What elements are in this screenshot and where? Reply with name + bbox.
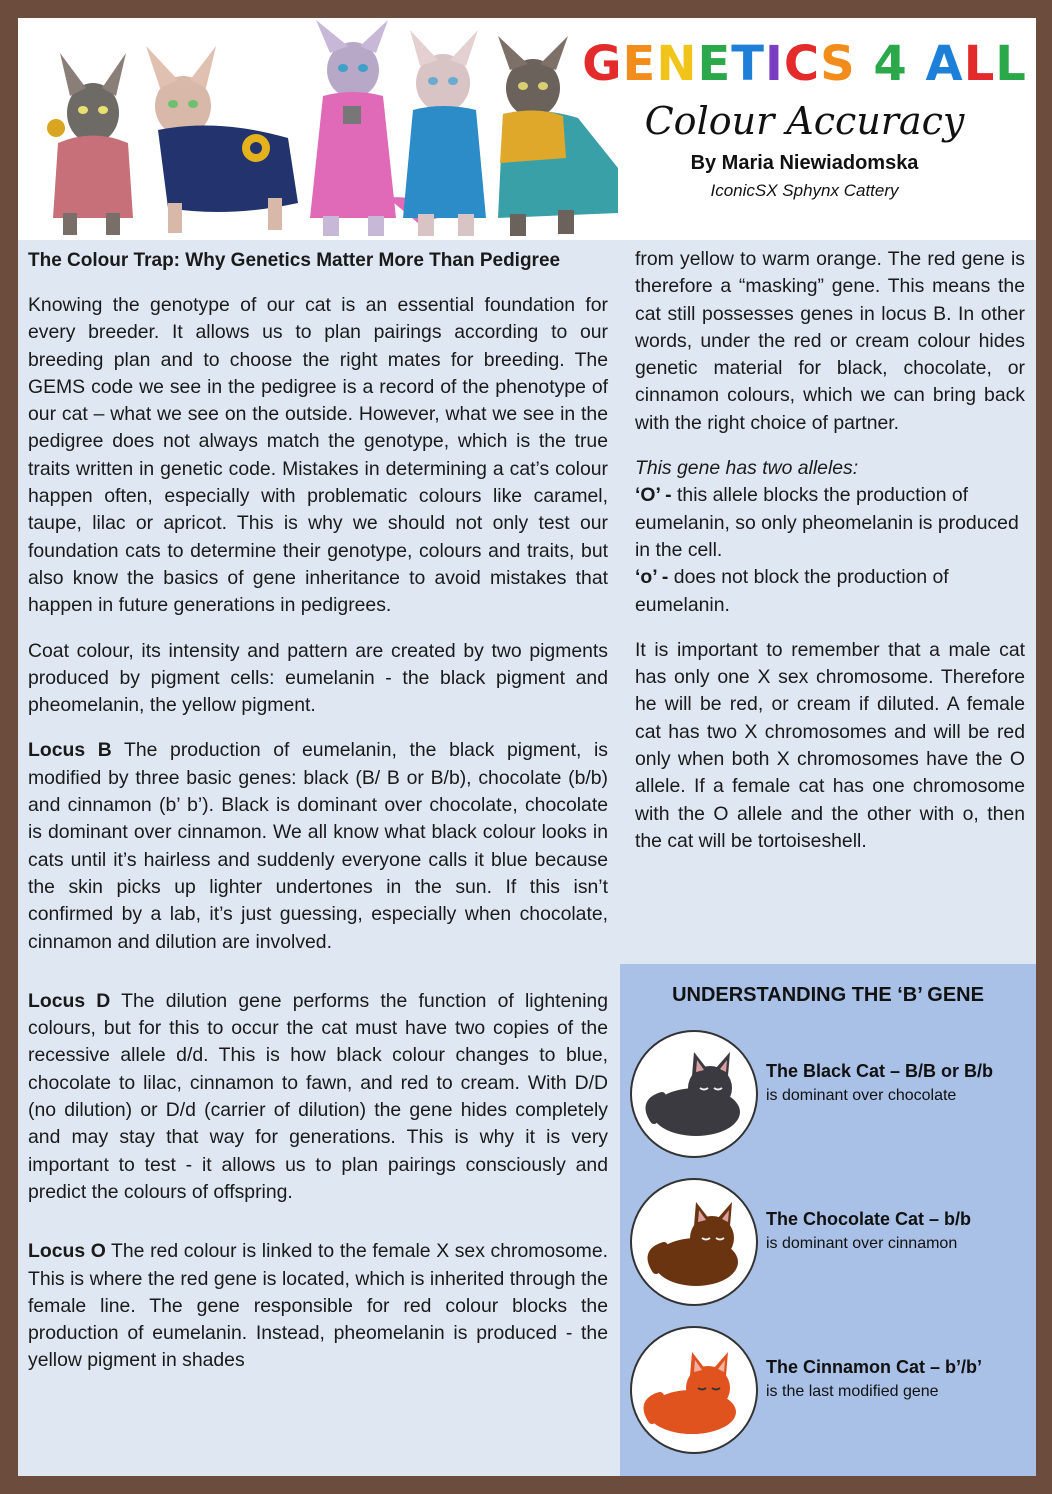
locus-d-label: Locus D — [28, 989, 111, 1012]
paragraph-locus-b — [28, 737, 608, 955]
black-cat-row — [630, 1030, 1030, 1160]
article-heading: The Colour Trap: Why Genetics Matter More Than Pedigree — [28, 250, 561, 271]
page-frame — [18, 18, 1036, 1476]
allele-small-o-text: does not block the production of eumelanin. — [635, 566, 949, 616]
b-gene-panel — [620, 964, 1036, 1476]
allele-big-o-text: this allele blocks the production of eumelanin, so only pheomelanin is produced in the cell. — [635, 484, 1019, 561]
genetics-4-all-logo — [573, 34, 1036, 94]
chocolate-cat-desc: is dominant over cinnamon — [766, 1235, 958, 1252]
chocolate-cat-title: The Chocolate Cat – b/b — [766, 1209, 972, 1229]
logo-letter: C — [783, 36, 821, 92]
logo-letter: G — [582, 36, 623, 92]
logo-letter: T — [731, 36, 766, 92]
logo-letter: 4 — [873, 36, 908, 92]
cinnamon-cat-desc: is the last modified gene — [766, 1383, 939, 1400]
cinnamon-cat-title: The Cinnamon Cat – b’/b’ — [766, 1357, 983, 1377]
paragraph-pigments: Coat colour, its intensity and pattern are created by two pigments produced by pigment cells: eumelanin - the black pigment and pheomelanin, the yellow pigment. — [28, 639, 608, 717]
paragraph-sex-linkage: It is important to remember that a male cat has only one X sex chromosome. Therefore he will be red, or cream if diluted. A female cat has two X chromosomes and will be red only when both X chromosomes have the O allele. If a female cat has one chromosome with the O allele and the other with o, then the cat will be tortoiseshell. — [635, 638, 1025, 852]
black-cat-title: The Black Cat – B/B or B/b — [766, 1061, 994, 1081]
chocolate-cat-icon — [630, 1178, 758, 1306]
b-gene-title: UNDERSTANDING THE ‘B’ GENE — [672, 984, 984, 1006]
sphynx-cats-photo — [18, 18, 628, 240]
paragraph-red-masking: from yellow to warm orange. The red gene is therefore a “masking” gene. This means the cat still possesses genes in locus B. In other words, under the red or cream colour hides genetic material for black, chocolate, or cinnamon colours, which we can bring back with the right choice of partner. — [635, 248, 1025, 434]
subtitle: Colour Accuracy — [644, 99, 965, 143]
header — [18, 18, 1036, 240]
cinnamon-cat-text — [766, 1354, 982, 1404]
logo-letter — [856, 34, 874, 94]
black-cat-text — [766, 1058, 993, 1108]
allele-small-o-label: ‘o’ - — [635, 566, 669, 589]
alleles-intro: This gene has two alleles: — [635, 457, 859, 480]
title-block — [573, 26, 1036, 201]
paragraph-alleles — [635, 455, 1025, 619]
logo-letter: E — [697, 36, 732, 92]
logo-letter — [908, 34, 926, 94]
cinnamon-cat-row — [630, 1326, 1030, 1456]
black-cat-desc: is dominant over chocolate — [766, 1087, 957, 1104]
paragraph-locus-d — [28, 988, 608, 1206]
logo-letter: S — [820, 36, 856, 92]
black-cat-icon — [630, 1030, 758, 1158]
paragraph-locus-o — [28, 1238, 608, 1374]
chocolate-cat-row — [630, 1178, 1030, 1308]
logo-letter: E — [622, 36, 657, 92]
logo-letter: A — [925, 36, 964, 92]
cinnamon-cat-icon — [630, 1326, 758, 1454]
logo-letter: L — [963, 36, 996, 92]
locus-o-text: The red colour is linked to the female X sex chromosome. This is where the red gene is located, which is inherited through the female line. The gene responsible for red colour blocks the production of eumelanin. Instead, pheomelanin is produced - the yellow pigment in shades — [28, 1240, 608, 1372]
locus-o-label: Locus O — [28, 1240, 106, 1263]
left-column — [28, 248, 608, 1393]
paragraph-intro: Knowing the genotype of our cat is an essential foundation for every breeder. It allows us to plan pairings according to our breeding plan and to choose the right mates for breeding. The GEMS code we see in the pedigree is a record of the phenotype of our cat – what we see on the outside. However, what we see in the pedigree does not always match the genotype, which is the true traits written in genetic code. Mistakes in determining a cat’s colour happen often, especially with problematic colours like caramel, taupe, lilac or apricot. This is why we should not only test our foundation cats to determine their genotype, colours and traits, but also know the basics of gene inheritance to avoid mistakes that happen in future generations in pedigrees. — [28, 294, 608, 617]
locus-b-text: The production of eumelanin, the black pigment, is modified by three basic genes: black (B/ B or B/b), chocolate (b/b) and cinnamon (b’ b’). Black is dominant over chocolate, chocolate is dominant over cinnamon. We all know what black colour looks in cats until it’s hairless and suddenly everyone calls it blue because the skin picks up lighter undertones in the sun. If this isn’t confirmed by a lab, it’s just guessing, especially when chocolate, cinnamon and dilution are involved. — [28, 739, 608, 953]
allele-big-o-label: ‘O’ - — [635, 484, 672, 507]
locus-d-text: The dilution gene performs the function of lightening colours, but for this to occur the cat must have two copies of the recessive allele d/d. This is how black colour changes to blue, chocolate to lilac, cinnamon to fawn, and red to cream. With D/D (no dilution) or D/d (carrier of dilution) the gene hides completely and may stay that way for generations. This is why it is very important to test - it allows us to plan pairings consciously and predict the colours of offspring. — [28, 989, 608, 1203]
cattery: IconicSX Sphynx Cattery — [710, 181, 899, 200]
chocolate-cat-text — [766, 1206, 971, 1256]
logo-letter: I — [765, 36, 784, 92]
right-column — [635, 246, 1025, 873]
logo-letter: L — [995, 36, 1027, 92]
logo-letter: N — [656, 36, 698, 92]
locus-b-label: Locus B — [28, 739, 112, 762]
author: By Maria Niewiadomska — [690, 152, 919, 174]
